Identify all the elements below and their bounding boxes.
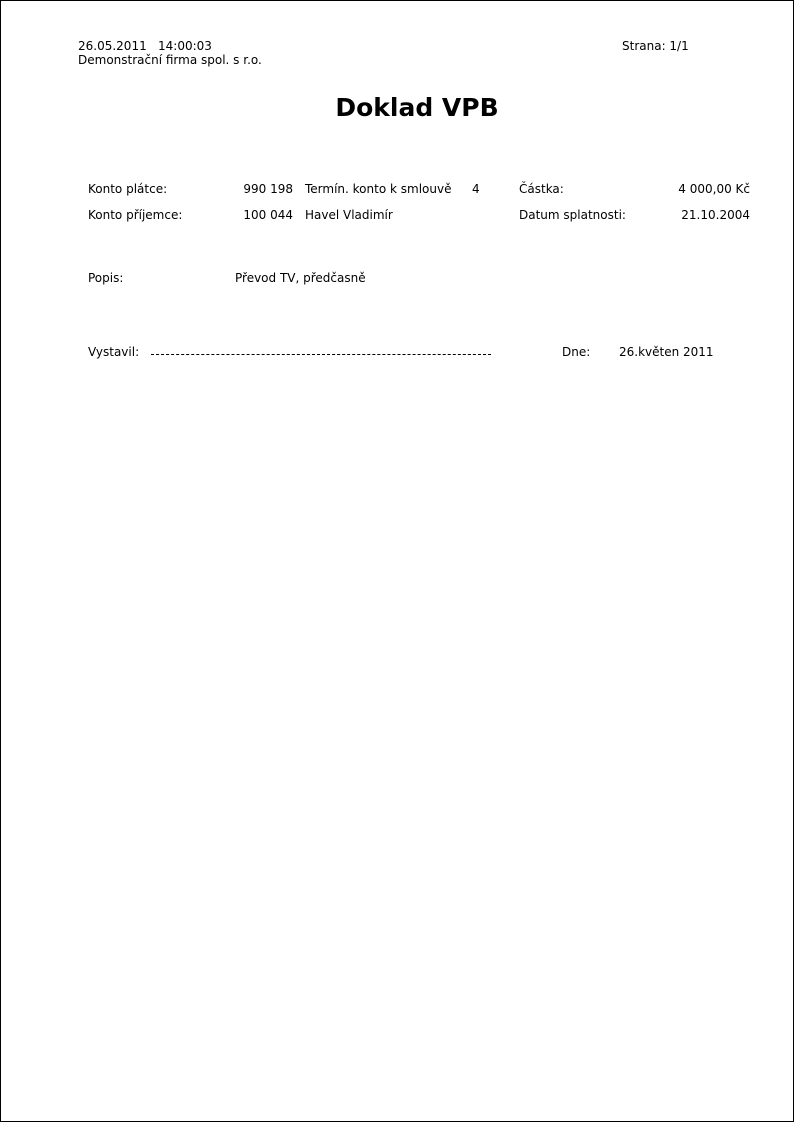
amount-value: 4 000,00 Kč [678,182,750,196]
print-time: 14:00:03 [158,39,212,53]
signature-line [151,354,491,355]
issue-date-value: 26.květen 2011 [619,345,714,359]
issue-date-label: Dne: [562,345,591,359]
amount-label: Částka: [519,182,564,196]
recipient-label: Konto příjemce: [88,208,183,222]
payer-label: Konto plátce: [88,182,168,196]
description-label: Popis: [88,271,124,285]
due-date-value: 21.10.2004 [681,208,750,222]
document-title: Doklad VPB [335,93,499,122]
payer-name: Termín. konto k smlouvě [305,182,452,196]
issued-by-label: Vystavil: [88,345,140,359]
payer-extra: 4 [472,182,480,196]
page-number: Strana: 1/1 [622,39,689,53]
recipient-number: 100 044 [243,208,293,222]
description-value: Převod TV, předčasně [235,271,366,285]
print-date: 26.05.2011 [78,39,147,53]
payer-number: 990 198 [243,182,293,196]
recipient-name: Havel Vladimír [305,208,393,222]
due-date-label: Datum splatnosti: [519,208,626,222]
company-name: Demonstrační firma spol. s r.o. [78,53,262,67]
